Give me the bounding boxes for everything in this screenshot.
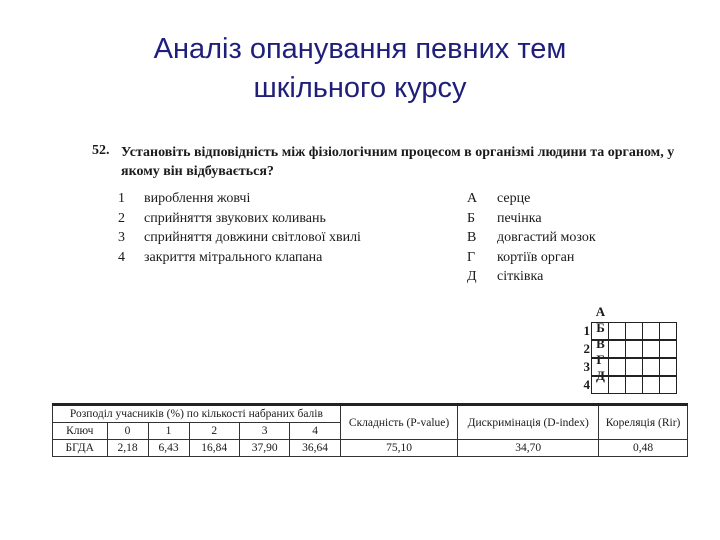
grid-cell	[642, 358, 660, 376]
grid-column-label: Д	[596, 368, 605, 383]
right-option-key: Д	[467, 269, 477, 284]
left-option	[118, 189, 361, 209]
grid-cell	[625, 340, 643, 358]
grid-column-label: В	[596, 336, 605, 351]
discrimination-value: 34,70	[458, 440, 599, 457]
difficulty-header: Складність (P-value)	[340, 405, 458, 440]
left-option-text: сприйняття довжини світлової хвилі	[144, 230, 361, 245]
grid-cell	[642, 340, 660, 358]
grid-column-label: А	[595, 304, 606, 319]
right-option	[467, 189, 596, 209]
grid-column-label: Б	[596, 320, 605, 335]
right-options-list	[467, 189, 596, 287]
slide-title-line-2: шкільного курсу	[253, 72, 467, 104]
score-percentage: 2,18	[107, 440, 148, 457]
left-options-list	[118, 189, 361, 267]
right-option-key: А	[467, 191, 478, 206]
grid-cell	[591, 376, 609, 394]
grid-cell	[608, 358, 626, 376]
left-option-key: 2	[118, 210, 125, 226]
left-option-key: 4	[118, 249, 125, 265]
question-number: 52.	[92, 143, 110, 158]
grid-row-label: 1	[583, 323, 590, 338]
grid-cell	[625, 322, 643, 340]
grid-cell	[591, 340, 609, 358]
right-option	[467, 228, 596, 248]
left-option-text: вироблення жовчі	[144, 191, 251, 206]
score-label: 2	[189, 423, 239, 440]
grid-cell	[659, 376, 677, 394]
score-percentage: 16,84	[189, 440, 239, 457]
grid-column-label: Г	[596, 352, 605, 367]
right-option-text: кортіїв орган	[497, 249, 575, 265]
answer-grid-row	[572, 376, 677, 394]
right-option-key: Б	[467, 210, 476, 226]
right-option-text: довгастий мозок	[497, 230, 596, 245]
right-option-key: В	[467, 230, 477, 245]
right-option	[467, 209, 596, 229]
slide-title	[0, 30, 720, 108]
grid-cell	[659, 322, 677, 340]
grid-cell	[591, 358, 609, 376]
left-option	[118, 209, 361, 229]
right-option-text: печінка	[497, 210, 542, 226]
left-option	[118, 248, 361, 268]
left-option-text: закриття мітрального клапана	[144, 249, 323, 265]
grid-row-label: 4	[583, 377, 590, 392]
grid-row-label: 2	[583, 341, 590, 356]
score-percentage: 37,90	[239, 440, 289, 457]
grid-cell	[608, 322, 626, 340]
key-label: Ключ	[53, 423, 108, 440]
correlation-header: Кореляція (Rir)	[599, 405, 688, 440]
grid-cell	[608, 340, 626, 358]
right-option-key: Г	[467, 249, 476, 265]
stats-header-row	[53, 405, 688, 423]
score-label: 1	[148, 423, 189, 440]
answer-grid-row	[572, 322, 677, 340]
discrimination-header: Дискримінація (D-index)	[458, 405, 599, 440]
distribution-header: Розподіл учасників (%) по кількості набраних балів	[53, 405, 341, 423]
answer-grid-row	[572, 358, 677, 376]
grid-cell	[659, 340, 677, 358]
left-option-key: 1	[118, 191, 125, 206]
grid-cell	[642, 322, 660, 340]
right-option-text: сітківка	[497, 269, 544, 284]
grid-cell	[608, 376, 626, 394]
answer-key: БГДА	[53, 440, 108, 457]
grid-cell	[591, 322, 609, 340]
grid-row-label: 3	[583, 359, 590, 374]
difficulty-value: 75,10	[340, 440, 458, 457]
stats-data-row	[53, 440, 688, 457]
grid-cell	[642, 376, 660, 394]
left-option	[118, 228, 361, 248]
item-statistics-table	[52, 403, 688, 457]
left-option-key: 3	[118, 230, 125, 245]
right-option	[467, 267, 596, 287]
grid-cell	[659, 358, 677, 376]
score-label: 4	[290, 423, 340, 440]
question-text: Установіть відповідність між фізіологічним процесом в організмі людини та органом, у якому він відбувається?	[121, 145, 675, 179]
score-percentage: 6,43	[148, 440, 189, 457]
score-percentage: 36,64	[290, 440, 340, 457]
score-label: 3	[239, 423, 289, 440]
slide-title-line-1: Аналіз опанування певних тем	[153, 33, 567, 65]
grid-cell	[625, 358, 643, 376]
grid-cell	[625, 376, 643, 394]
correlation-value: 0,48	[599, 440, 688, 457]
score-label: 0	[107, 423, 148, 440]
answer-grid-row	[572, 340, 677, 358]
right-option	[467, 248, 596, 268]
left-option-text: сприйняття звукових коливань	[144, 210, 326, 226]
right-option-text: серце	[497, 191, 531, 206]
